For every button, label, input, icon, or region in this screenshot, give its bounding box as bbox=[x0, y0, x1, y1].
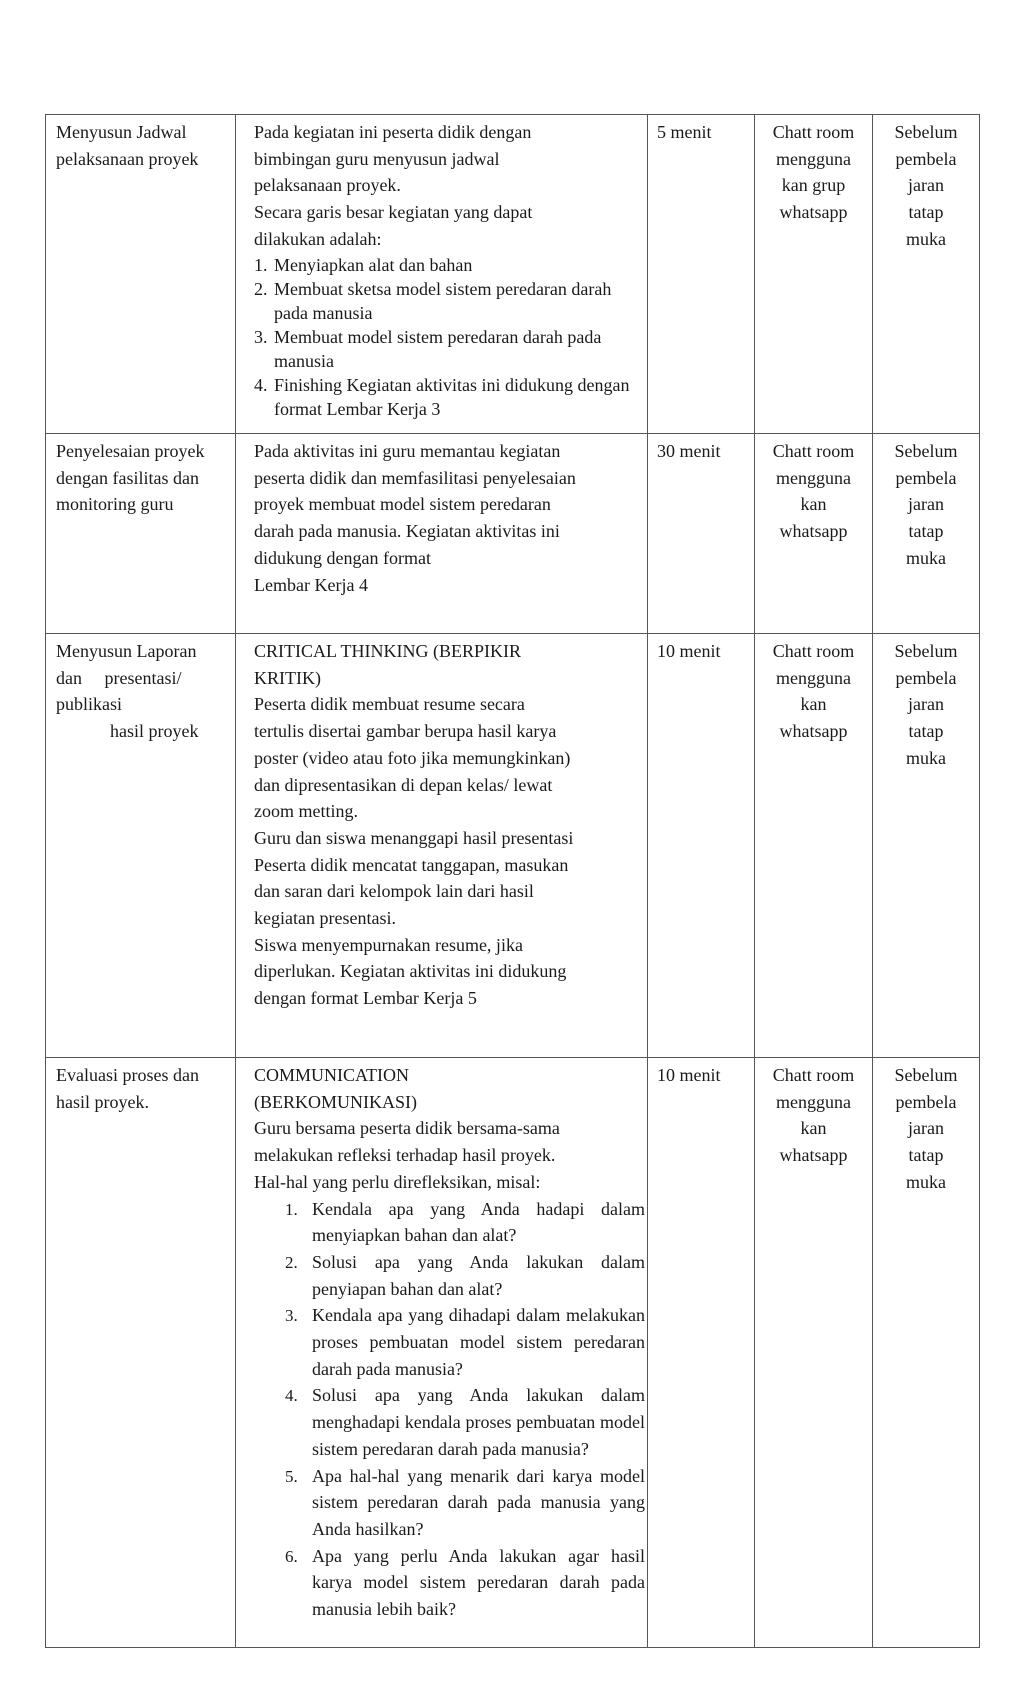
when-cell: Sebelum pembela jaran tatap muka bbox=[873, 634, 980, 1058]
media-cell: Chatt room mengguna kan grup whatsapp bbox=[755, 115, 873, 434]
activity-cell: CRITICAL THINKING (BERPIKIR KRITIK) Peserta didik membuat resume secara tertulis disertai gambar berupa hasil karya poster (video atau foto jika memungkinkan) dan dipresentasikan di depan kelas/ lewat zoom metting. Guru dan siswa menanggapi hasil presentasi Peserta didik mencatat tanggapan, masukan dan saran dari kelompok lain dari hasil kegiatan presentasi. Siswa menyempurnakan resume, jika diperlukan. Kegiatan aktivitas ini didukung dengan format Lembar Kerja 5 bbox=[236, 634, 648, 1058]
when-cell: Sebelum pembela jaran tatap muka bbox=[873, 115, 980, 434]
list-item: 4. Finishing Kegiatan aktivitas ini didukung dengan format Lembar Kerja 3 bbox=[272, 373, 645, 421]
media-cell: Chatt room mengguna kan whatsapp bbox=[755, 634, 873, 1058]
stage-cell: Penyelesaian proyek dengan fasilitas dan monitoring guru bbox=[46, 434, 236, 634]
time-cell: 5 menit bbox=[648, 115, 755, 434]
table-row bbox=[46, 1058, 980, 1648]
stage-cell: Evaluasi proses dan hasil proyek. bbox=[46, 1058, 236, 1648]
media-cell: Chatt room mengguna kan whatsapp bbox=[755, 1058, 873, 1648]
activity-table bbox=[45, 114, 980, 1648]
list-item: 3. Kendala apa yang dihadapi dalam melakukan proses pembuatan model sistem peredaran darah pada manusia? bbox=[302, 1302, 645, 1382]
when-cell: Sebelum pembela jaran tatap muka bbox=[873, 434, 980, 634]
when-cell: Sebelum pembela jaran tatap muka bbox=[873, 1058, 980, 1648]
list-item: 4. Solusi apa yang Anda lakukan dalam menghadapi kendala proses pembuatan model sistem peredaran darah pada manusia? bbox=[302, 1382, 645, 1462]
list-item: 6. Apa yang perlu Anda lakukan agar hasil karya model sistem peredaran darah pada manusia lebih baik? bbox=[302, 1543, 645, 1623]
list-item: 5. Apa hal-hal yang menarik dari karya model sistem peredaran darah pada manusia yang Anda hasilkan? bbox=[302, 1463, 645, 1543]
table-row bbox=[46, 434, 980, 634]
list-item: 3. Membuat model sistem peredaran darah pada manusia bbox=[272, 325, 645, 373]
reflection-list bbox=[254, 1196, 645, 1623]
list-item: 1. Menyiapkan alat dan bahan bbox=[272, 253, 645, 277]
activity-cell: Pada kegiatan ini peserta didik dengan bimbingan guru menyusun jadwal pelaksanaan proyek. Secara garis besar kegiatan yang dapat dilakukan adalah: 1. Menyiapkan alat dan bahan 2. Membuat sketsa model sistem peredaran darah pada manusia 3. Membuat model sistem peredaran darah pada manusia 4. Finishing Kegiatan aktivitas ini didukung dengan format Lembar Kerja 3 bbox=[236, 115, 648, 434]
list-item: 1. Kendala apa yang Anda hadapi dalam menyiapkan bahan dan alat? bbox=[302, 1196, 645, 1249]
list-item: 2. Membuat sketsa model sistem peredaran darah pada manusia bbox=[272, 277, 645, 325]
table-row bbox=[46, 634, 980, 1058]
table-row bbox=[46, 115, 980, 434]
time-cell: 10 menit bbox=[648, 634, 755, 1058]
activity-cell: COMMUNICATION (BERKOMUNIKASI) Guru bersama peserta didik bersama-sama melakukan refleksi terhadap hasil proyek. Hal-hal yang perlu direfleksikan, misal: 1. Kendala apa yang Anda hadapi dalam menyiapkan bahan dan alat? 2. Solusi apa yang Anda lakukan dalam penyiapan bahan dan alat? 3. Kendala apa yang dihadapi dalam melakukan proses pembuatan model sistem peredaran darah pada manusia? 4. Solusi apa yang Anda lakukan dalam menghadapi kendala proses pembuatan model sistem peredaran darah pada manusia? 5. Apa hal-hal yang menarik dari karya model sistem peredaran darah pada manusia yang Anda hasilkan? 6. Apa yang perlu Anda lakukan agar hasil karya model sistem peredaran darah pada manusia lebih baik? bbox=[236, 1058, 648, 1648]
time-cell: 30 menit bbox=[648, 434, 755, 634]
list-item: 2. Solusi apa yang Anda lakukan dalam penyiapan bahan dan alat? bbox=[302, 1249, 645, 1302]
stage-cell: Menyusun Laporan dan presentasi/ publikasi hasil proyek bbox=[46, 634, 236, 1058]
time-cell: 10 menit bbox=[648, 1058, 755, 1648]
media-cell: Chatt room mengguna kan whatsapp bbox=[755, 434, 873, 634]
stage-cell: Menyusun Jadwal pelaksanaan proyek bbox=[46, 115, 236, 434]
steps-list bbox=[252, 253, 645, 421]
activity-cell: Pada aktivitas ini guru memantau kegiatan peserta didik dan memfasilitasi penyelesaian proyek membuat model sistem peredaran darah pada manusia. Kegiatan aktivitas ini didukung dengan format Lembar Kerja 4 bbox=[236, 434, 648, 634]
